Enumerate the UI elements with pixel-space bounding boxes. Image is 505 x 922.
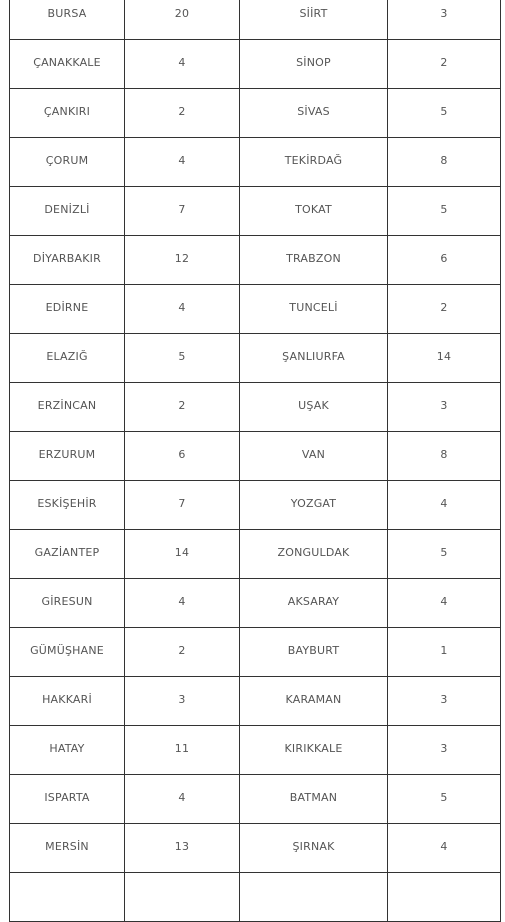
cell-text: 13 [174, 840, 190, 853]
province-name-cell [240, 0, 388, 40]
province-name-cell [10, 0, 125, 40]
province-name-cell [10, 677, 125, 726]
cell-text: 2 [178, 105, 186, 118]
cell-text: TUNCELİ [289, 301, 338, 314]
province-name-cell [240, 236, 388, 285]
cell-text: 5 [440, 791, 448, 804]
cell-text: 5 [440, 105, 448, 118]
cell-text: ESKİŞEHİR [37, 497, 97, 510]
table-row [10, 628, 501, 677]
cell-text: 4 [178, 301, 186, 314]
province-name-cell [240, 873, 388, 922]
table-row [10, 89, 501, 138]
cell-text: 4 [178, 595, 186, 608]
cell-text: 3 [440, 693, 448, 706]
cell-text: 7 [178, 203, 186, 216]
count-cell [125, 138, 240, 187]
table-row [10, 824, 501, 873]
cell-text: 8 [440, 154, 448, 167]
province-name-cell [10, 236, 125, 285]
count-cell [125, 873, 240, 922]
province-name-cell [240, 432, 388, 481]
table-body [10, 0, 501, 922]
cell-text: ERZURUM [38, 448, 96, 461]
count-cell [125, 383, 240, 432]
province-table-container [9, 0, 500, 922]
count-cell [125, 187, 240, 236]
count-cell [388, 89, 501, 138]
table-row [10, 40, 501, 89]
cell-text: 4 [440, 840, 448, 853]
province-name-cell [240, 138, 388, 187]
count-cell [388, 677, 501, 726]
count-cell [125, 432, 240, 481]
count-cell [388, 40, 501, 89]
cell-text: ŞIRNAK [292, 840, 335, 853]
cell-text: 5 [440, 203, 448, 216]
province-name-cell [240, 530, 388, 579]
count-cell [388, 530, 501, 579]
cell-text: GİRESUN [41, 595, 93, 608]
province-name-cell [10, 383, 125, 432]
province-name-cell [240, 677, 388, 726]
cell-text: ÇANKIRI [43, 105, 91, 118]
cell-text [388, 873, 500, 889]
table-row [10, 236, 501, 285]
table-row [10, 530, 501, 579]
table-row [10, 873, 501, 922]
province-name-cell [10, 530, 125, 579]
province-name-cell [240, 726, 388, 775]
cell-text: 3 [440, 399, 448, 412]
table-row [10, 481, 501, 530]
count-cell [388, 0, 501, 40]
count-cell [125, 0, 240, 40]
count-cell [125, 677, 240, 726]
count-cell [125, 481, 240, 530]
cell-text: SİİRT [299, 7, 328, 20]
cell-text: ELAZIĞ [46, 350, 88, 363]
cell-text: 2 [440, 301, 448, 314]
table-row [10, 285, 501, 334]
table-row [10, 0, 501, 40]
province-name-cell [240, 628, 388, 677]
province-name-cell [240, 383, 388, 432]
province-name-cell [240, 40, 388, 89]
cell-text: ZONGULDAK [277, 546, 350, 559]
province-name-cell [10, 481, 125, 530]
cell-text: 8 [440, 448, 448, 461]
table-row [10, 383, 501, 432]
cell-text: MERSİN [45, 840, 89, 853]
cell-text: 7 [178, 497, 186, 510]
cell-text: 6 [178, 448, 186, 461]
count-cell [125, 530, 240, 579]
cell-text: 3 [440, 7, 448, 20]
cell-text: KARAMAN [285, 693, 342, 706]
cell-text: ŞANLIURFA [282, 350, 345, 363]
cell-text [125, 873, 239, 889]
cell-text: GAZİANTEP [34, 546, 100, 559]
cell-text: BAYBURT [287, 644, 340, 657]
count-cell [388, 481, 501, 530]
cell-text: ERZİNCAN [37, 399, 97, 412]
province-name-cell [240, 334, 388, 383]
cell-text: 3 [440, 742, 448, 755]
count-cell [388, 236, 501, 285]
cell-text: 14 [174, 546, 190, 559]
cell-text [240, 873, 387, 889]
cell-text: 6 [440, 252, 448, 265]
table-row [10, 579, 501, 628]
count-cell [388, 628, 501, 677]
province-count-table [9, 0, 501, 922]
cell-text: ÇANAKKALE [33, 56, 101, 69]
province-name-cell [10, 187, 125, 236]
cell-text: 5 [440, 546, 448, 559]
cell-text: 4 [178, 791, 186, 804]
count-cell [388, 383, 501, 432]
cell-text: 4 [178, 56, 186, 69]
table-row [10, 187, 501, 236]
province-name-cell [10, 775, 125, 824]
table-row [10, 138, 501, 187]
cell-text: TRABZON [286, 252, 341, 265]
table-row [10, 677, 501, 726]
province-name-cell [10, 628, 125, 677]
cell-text: GÜMÜŞHANE [30, 644, 104, 657]
count-cell [388, 726, 501, 775]
province-name-cell [240, 824, 388, 873]
cell-text: BURSA [47, 7, 87, 20]
cell-text: 2 [440, 56, 448, 69]
province-name-cell [240, 285, 388, 334]
province-name-cell [10, 824, 125, 873]
province-name-cell [10, 726, 125, 775]
cell-text: DİYARBAKIR [33, 252, 101, 265]
province-name-cell [10, 873, 125, 922]
count-cell [388, 873, 501, 922]
count-cell [388, 824, 501, 873]
count-cell [125, 726, 240, 775]
cell-text: 3 [178, 693, 186, 706]
province-name-cell [10, 579, 125, 628]
count-cell [125, 285, 240, 334]
province-name-cell [240, 481, 388, 530]
cell-text: ISPARTA [44, 791, 90, 804]
province-name-cell [10, 89, 125, 138]
cell-text: SİNOP [296, 56, 331, 69]
cell-text: 4 [178, 154, 186, 167]
cell-text: HATAY [49, 742, 85, 755]
province-name-cell [240, 187, 388, 236]
cell-text: KIRIKKALE [284, 742, 343, 755]
province-name-cell [240, 579, 388, 628]
cell-text: 1 [440, 644, 448, 657]
count-cell [125, 628, 240, 677]
cell-text [10, 873, 124, 889]
count-cell [125, 89, 240, 138]
cell-text: 14 [436, 350, 452, 363]
cell-text: 2 [178, 399, 186, 412]
cell-text: UŞAK [298, 399, 329, 412]
table-row [10, 432, 501, 481]
count-cell [388, 432, 501, 481]
count-cell [388, 334, 501, 383]
province-name-cell [240, 89, 388, 138]
table-row [10, 726, 501, 775]
province-name-cell [10, 334, 125, 383]
count-cell [388, 138, 501, 187]
cell-text: SİVAS [297, 105, 330, 118]
province-name-cell [10, 432, 125, 481]
table-row [10, 775, 501, 824]
count-cell [125, 775, 240, 824]
province-name-cell [240, 775, 388, 824]
cell-text: 5 [178, 350, 186, 363]
cell-text: DENİZLİ [44, 203, 90, 216]
cell-text: 12 [174, 252, 190, 265]
count-cell [388, 579, 501, 628]
cell-text: HAKKARİ [42, 693, 92, 706]
count-cell [125, 40, 240, 89]
cell-text: 11 [174, 742, 190, 755]
cell-text: 2 [178, 644, 186, 657]
cell-text: TEKİRDAĞ [284, 154, 343, 167]
table-row [10, 334, 501, 383]
province-name-cell [10, 40, 125, 89]
cell-text: 4 [440, 595, 448, 608]
province-name-cell [10, 285, 125, 334]
count-cell [125, 236, 240, 285]
cell-text: YOZGAT [290, 497, 337, 510]
cell-text: TOKAT [295, 203, 332, 216]
count-cell [388, 285, 501, 334]
count-cell [125, 824, 240, 873]
cell-text: BATMAN [289, 791, 338, 804]
count-cell [125, 334, 240, 383]
cell-text: ÇORUM [45, 154, 89, 167]
count-cell [125, 579, 240, 628]
cell-text: 20 [174, 7, 190, 20]
cell-text: VAN [301, 448, 326, 461]
province-name-cell [10, 138, 125, 187]
cell-text: EDİRNE [45, 301, 89, 314]
cell-text: 4 [440, 497, 448, 510]
count-cell [388, 187, 501, 236]
cell-text: AKSARAY [287, 595, 340, 608]
count-cell [388, 775, 501, 824]
